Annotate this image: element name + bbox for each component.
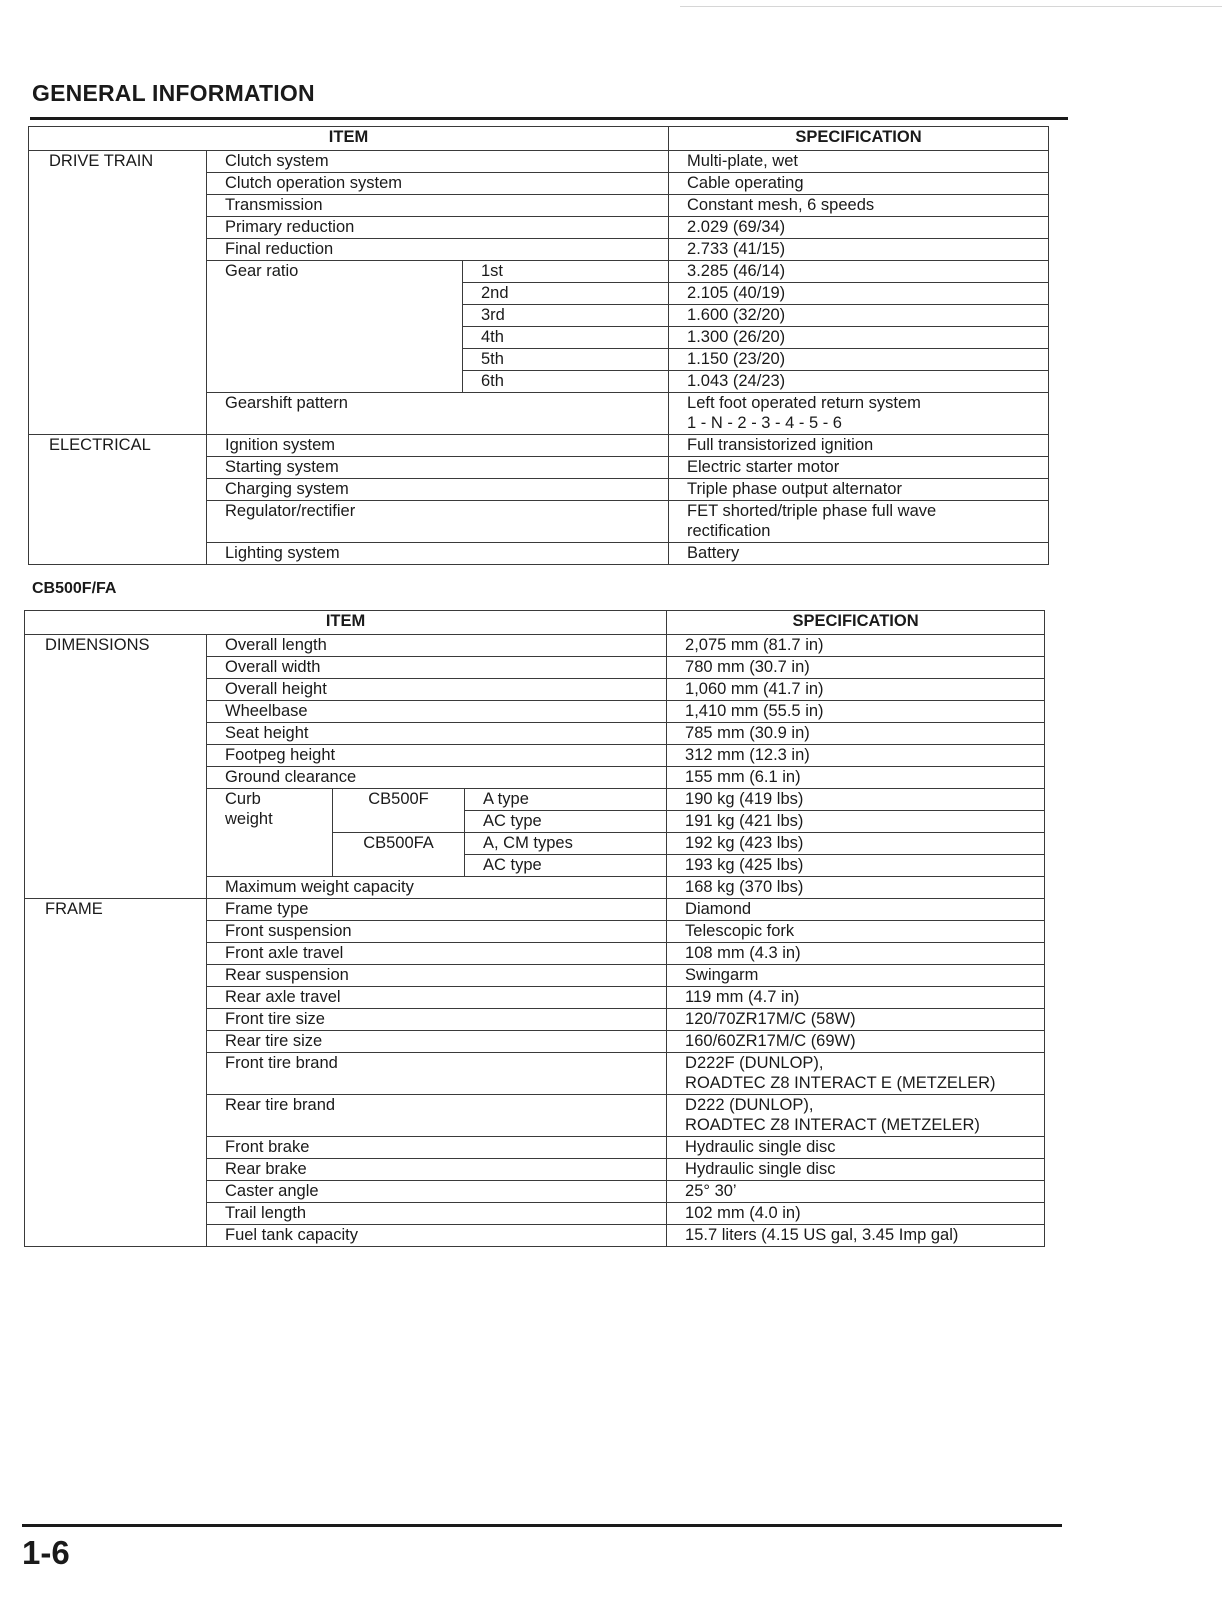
spec-value: Electric starter motor [669, 457, 1049, 479]
spec-value [667, 1053, 1045, 1095]
table-row [25, 833, 1045, 855]
spec-value: 119 mm (4.7 in) [667, 987, 1045, 1009]
model-label: CB500FA [333, 833, 465, 877]
table-row [29, 217, 1049, 239]
spec-value: Multi-plate, wet [669, 151, 1049, 173]
spec-value-line: D222 (DUNLOP), [685, 1096, 814, 1114]
item-label: Final reduction [207, 239, 669, 261]
table-row [29, 457, 1049, 479]
spec-value: 785 mm (30.9 in) [667, 723, 1045, 745]
item-label: Gearshift pattern [207, 393, 669, 435]
item-label-line: Curb [225, 790, 261, 808]
type-label: A, CM types [465, 833, 667, 855]
spec-value: Telescopic fork [667, 921, 1045, 943]
dimensions-frame-spec-table [24, 610, 1045, 1247]
table-row [25, 1181, 1045, 1203]
spec-value: 191 kg (421 lbs) [667, 811, 1045, 833]
table-row [25, 1095, 1045, 1137]
item-label: Front tire size [207, 1009, 667, 1031]
spec-value-line: FET shorted/triple phase full wave [687, 502, 937, 520]
spec-value: 120/70ZR17M/C (58W) [667, 1009, 1045, 1031]
table-row [25, 657, 1045, 679]
table-row [29, 435, 1049, 457]
item-label: Trail length [207, 1203, 667, 1225]
spec-value: 312 mm (12.3 in) [667, 745, 1045, 767]
gear-label: 3rd [463, 305, 669, 327]
spec-value: 160/60ZR17M/C (69W) [667, 1031, 1045, 1053]
spec-value: Battery [669, 543, 1049, 565]
table-row [29, 479, 1049, 501]
table-row [25, 965, 1045, 987]
spec-value [669, 501, 1049, 543]
item-label: Transmission [207, 195, 669, 217]
spec-value: 1,060 mm (41.7 in) [667, 679, 1045, 701]
type-label: AC type [465, 855, 667, 877]
spec-value [669, 393, 1049, 435]
spec-value: 2.105 (40/19) [669, 283, 1049, 305]
spec-value: 2.029 (69/34) [669, 217, 1049, 239]
item-label: Fuel tank capacity [207, 1225, 667, 1247]
spec-value-line: Left foot operated return system [687, 394, 921, 412]
table-row [25, 789, 1045, 811]
item-label: Seat height [207, 723, 667, 745]
item-label: Clutch operation system [207, 173, 669, 195]
item-label: Rear tire size [207, 1031, 667, 1053]
spec-value: Full transistorized ignition [669, 435, 1049, 457]
spec-value: 190 kg (419 lbs) [667, 789, 1045, 811]
spec-value-line: ROADTEC Z8 INTERACT (METZELER) [685, 1115, 980, 1134]
gear-label: 2nd [463, 283, 669, 305]
spec-value: 102 mm (4.0 in) [667, 1203, 1045, 1225]
item-label: Front suspension [207, 921, 667, 943]
item-label: Clutch system [207, 151, 669, 173]
specification-header: SPECIFICATION [667, 611, 1045, 635]
top-edge-line [680, 6, 1222, 7]
item-label: Footpeg height [207, 745, 667, 767]
table-row [25, 745, 1045, 767]
table-row [25, 1137, 1045, 1159]
spec-value: 3.285 (46/14) [669, 261, 1049, 283]
specification-header: SPECIFICATION [669, 127, 1049, 151]
table-row [25, 943, 1045, 965]
item-label: Lighting system [207, 543, 669, 565]
section-label: CB500F/FA [32, 580, 117, 597]
spec-value: 108 mm (4.3 in) [667, 943, 1045, 965]
spec-value-line: ROADTEC Z8 INTERACT E (METZELER) [685, 1073, 996, 1092]
table-row [29, 195, 1049, 217]
table-row [29, 371, 1049, 393]
spec-value: Swingarm [667, 965, 1045, 987]
table-row [29, 239, 1049, 261]
item-label [207, 789, 333, 877]
table-row [25, 1053, 1045, 1095]
spec-value: 192 kg (423 lbs) [667, 833, 1045, 855]
spec-value: 780 mm (30.7 in) [667, 657, 1045, 679]
spec-value: 193 kg (425 lbs) [667, 855, 1045, 877]
item-label-line: weight [225, 809, 273, 828]
page-number: 1-6 [22, 1534, 70, 1571]
item-label: Front tire brand [207, 1053, 667, 1095]
item-label: Overall height [207, 679, 667, 701]
category-label: ELECTRICAL [29, 435, 207, 457]
spec-value-line: 1 - N - 2 - 3 - 4 - 5 - 6 [687, 413, 842, 432]
item-label: Regulator/rectifier [207, 501, 669, 543]
table-row [29, 543, 1049, 565]
category-label: FRAME [25, 899, 207, 921]
table-row [25, 701, 1045, 723]
spec-value: 1.150 (23/20) [669, 349, 1049, 371]
item-label: Ignition system [207, 435, 669, 457]
category-label: DRIVE TRAIN [29, 151, 207, 173]
item-label: Charging system [207, 479, 669, 501]
table-row [25, 899, 1045, 921]
model-label: CB500F [333, 789, 465, 833]
item-label: Rear tire brand [207, 1095, 667, 1137]
gear-label: 4th [463, 327, 669, 349]
table-row [29, 173, 1049, 195]
spec-value: 2,075 mm (81.7 in) [667, 635, 1045, 657]
table-row [25, 855, 1045, 877]
item-label: Front brake [207, 1137, 667, 1159]
item-label: Front axle travel [207, 943, 667, 965]
item-label: Wheelbase [207, 701, 667, 723]
type-label: AC type [465, 811, 667, 833]
table-row [25, 811, 1045, 833]
spec-value: 15.7 liters (4.15 US gal, 3.45 Imp gal) [667, 1225, 1045, 1247]
spec-value: Constant mesh, 6 speeds [669, 195, 1049, 217]
table-row [29, 151, 1049, 173]
item-label: Gear ratio [207, 261, 463, 393]
type-label: A type [465, 789, 667, 811]
item-header: ITEM [29, 127, 669, 151]
spec-value: Hydraulic single disc [667, 1159, 1045, 1181]
drive-electrical-spec-table [28, 126, 1049, 565]
table-row [29, 393, 1049, 435]
spec-value: 1.043 (24/23) [669, 371, 1049, 393]
table-row [29, 501, 1049, 543]
item-label: Starting system [207, 457, 669, 479]
spec-value-line: D222F (DUNLOP), [685, 1054, 824, 1072]
item-label: Rear axle travel [207, 987, 667, 1009]
table-row [25, 1203, 1045, 1225]
spec-value: Triple phase output alternator [669, 479, 1049, 501]
gear-label: 6th [463, 371, 669, 393]
table-row [29, 261, 1049, 283]
table-row [25, 987, 1045, 1009]
table-row [25, 1159, 1045, 1181]
gear-label: 1st [463, 261, 669, 283]
spec-value [667, 1095, 1045, 1137]
header-rule [30, 117, 1068, 120]
table-row [29, 327, 1049, 349]
table-row [25, 635, 1045, 657]
table-row [25, 1225, 1045, 1247]
spec-value: Cable operating [669, 173, 1049, 195]
table-row [25, 1009, 1045, 1031]
item-label: Rear brake [207, 1159, 667, 1181]
item-label: Primary reduction [207, 217, 669, 239]
spec-value: 2.733 (41/15) [669, 239, 1049, 261]
spec-value: 168 kg (370 lbs) [667, 877, 1045, 899]
table-row [29, 349, 1049, 371]
item-label: Frame type [207, 899, 667, 921]
page-title: GENERAL INFORMATION [32, 80, 315, 106]
spec-value: 155 mm (6.1 in) [667, 767, 1045, 789]
item-label: Ground clearance [207, 767, 667, 789]
item-label: Overall width [207, 657, 667, 679]
table-row [25, 921, 1045, 943]
table-row [29, 305, 1049, 327]
footer-rule [22, 1524, 1062, 1527]
table-row [25, 767, 1045, 789]
item-label: Rear suspension [207, 965, 667, 987]
table-row [25, 679, 1045, 701]
item-label: Maximum weight capacity [207, 877, 667, 899]
spec-value: Diamond [667, 899, 1045, 921]
table-row [25, 1031, 1045, 1053]
spec-value-line: rectification [687, 521, 771, 540]
table-row [25, 723, 1045, 745]
spec-value: 1.600 (32/20) [669, 305, 1049, 327]
category-label: DIMENSIONS [25, 635, 207, 657]
spec-value: 1,410 mm (55.5 in) [667, 701, 1045, 723]
item-label: Caster angle [207, 1181, 667, 1203]
spec-value: 1.300 (26/20) [669, 327, 1049, 349]
table-row [25, 877, 1045, 899]
table-row [29, 283, 1049, 305]
item-header: ITEM [25, 611, 667, 635]
gear-label: 5th [463, 349, 669, 371]
spec-value: Hydraulic single disc [667, 1137, 1045, 1159]
item-label: Overall length [207, 635, 667, 657]
spec-value: 25° 30’ [667, 1181, 1045, 1203]
